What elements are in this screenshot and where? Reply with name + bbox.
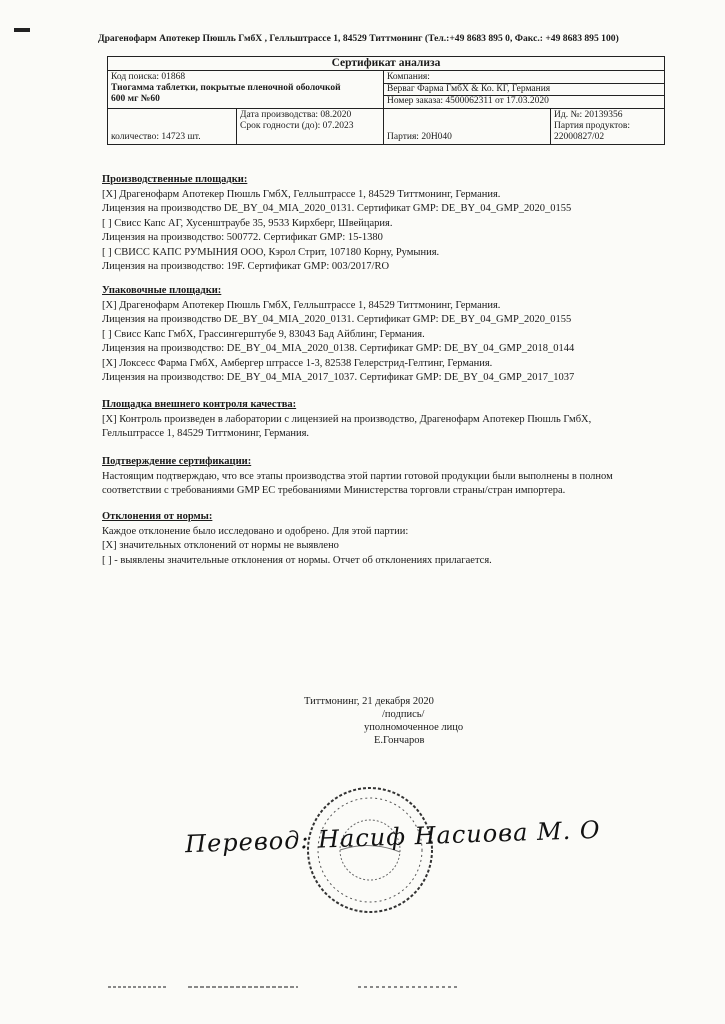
dates-cell: [237, 109, 384, 145]
scan-mark: [14, 28, 30, 32]
packaging-line: [X] Драгенофарм Апотекер Пюшль ГмбХ, Гелльштрассе 1, 84529 Титтмонинг, Германия.: [102, 299, 501, 311]
production-line: [X] Драгенофарм Апотекер Пюшль ГмбХ, Гелльштрассе 1, 84529 Титтмонинг, Германия.: [102, 188, 501, 200]
ids-cell: [551, 109, 665, 145]
production-date: Дата производства: 08.2020: [240, 110, 352, 120]
translator-signature: Перевод: Насиф Насиова М. О: [184, 815, 601, 859]
packaging-line: Лицензия на производство DE_BY_04_MIA_2020_0131. Сертификат GMP: DE_BY_04_GMP_2020_0155: [102, 314, 572, 325]
authorized-person: уполномоченное лицо: [364, 722, 464, 733]
page-footer-scan-noise: [108, 983, 478, 993]
batch: Партия: 20H040: [384, 109, 551, 145]
production-line: [ ] Свисс Капс АГ, Хусенштраубе 35, 9533 Кирхберг, Швейцария.: [102, 217, 393, 229]
packaging-line: Лицензия на производство: DE_BY_04_MIA_2017_1037. Сертификат GMP: DE_BY_04_GMP_2017_1037: [102, 372, 575, 383]
production-line: Лицензия на производство DE_BY_04_MIA_2020_0131. Сертификат GMP: DE_BY_04_GMP_2020_0155: [102, 203, 572, 214]
packaging-sites-heading: Упаковочные площадки:: [102, 285, 222, 296]
certification-line: соответствии с требованиями GMP ЕС требованиями Министерства торговли страны/стран импортера.: [102, 485, 566, 496]
production-sites-heading: Производственные площадки:: [102, 174, 248, 185]
signed-label: /подпись/: [382, 709, 425, 720]
packaging-line: [ ] Свисс Капс ГмбХ, Грассингерштубе 9, 83043 Бад Айблинг, Германия.: [102, 328, 425, 340]
deviations-section: [102, 510, 492, 568]
company-name: Верваг Фарма ГмбХ & Ко. КГ, Германия: [384, 83, 664, 95]
signer-name: Е.Гончаров: [374, 735, 425, 746]
packaging-line: Лицензия на производство: DE_BY_04_MIA_2020_0138. Сертификат GMP: DE_BY_04_GMP_2018_0144: [102, 343, 575, 354]
product-cell: [108, 71, 384, 109]
quantity: количество: 14723 шт.: [108, 109, 237, 145]
product-dose: 600 мг №60: [111, 94, 160, 104]
packaging-line: [X] Локсесс Фарма ГмбХ, Амбергер штрассе 1-3, 82538 Гелерстрид-Гелтинг, Германия.: [102, 357, 493, 369]
company-label: Компания:: [387, 72, 430, 82]
order-number: Номер заказа: 4500062311 от 17.03.2020: [384, 95, 664, 107]
quality-control-line: Гелльштрассе 1, 84529 Титтмонинг, Германия.: [102, 428, 310, 439]
search-code: Код поиска: 01868: [111, 72, 186, 82]
packaging-sites-section: [102, 284, 574, 386]
expiry-date: Срок годности (до): 07.2023: [240, 121, 354, 131]
id-number: Ид. №: 20139356: [554, 110, 623, 120]
product-batch: Партия продуктов: 22000827/02: [554, 121, 630, 142]
certification-section: [102, 455, 613, 499]
deviations-line: [X] значительных отклонений от нормы не выявлено: [102, 540, 339, 551]
production-sites-section: [102, 173, 571, 275]
production-line: Лицензия на производство: 19F. Сертификат GMP: 003/2017/RO: [102, 261, 390, 272]
production-line: Лицензия на производство: 500772. Сертификат GMP: 15-1380: [102, 232, 383, 243]
certification-heading: Подтверждение сертификации:: [102, 456, 252, 467]
production-line: [ ] СВИСС КАПС РУМЫНИЯ ООО, Кэрол Стрит, 107180 Корну, Румыния.: [102, 246, 440, 258]
quality-control-line: [X] Контроль произведен в лаборатории с лицензией на производство, Драгенофарм Апотекер Пюшль ГмбХ,: [102, 413, 592, 425]
certificate-title: Сертификат анализа: [108, 57, 665, 71]
deviations-line: Каждое отклонение было исследовано и одобрено. Для этой партии:: [102, 525, 409, 537]
certificate-table: [107, 56, 665, 145]
place-date: Титтмонинг, 21 декабря 2020: [304, 696, 434, 707]
deviations-line: [ ] - выявлены значительные отклонения от нормы. Отчет об отклонениях прилагается.: [102, 554, 492, 566]
product-name: Тиогамма таблетки, покрытые пленочной оболочкой: [111, 83, 341, 93]
certification-line: Настоящим подтверждаю, что все этапы производства этой партии готовой продукции были выполнены в полном: [102, 470, 613, 482]
signature-block: [304, 695, 463, 747]
letterhead: Драгенофарм Апотекер Пюшль ГмбХ , Гелльштрассе 1, 84529 Титтмонинг (Тел.:+49 8683 895 0, Факс.: +49 8683 895 100): [98, 33, 619, 44]
quality-control-heading: Площадка внешнего контроля качества:: [102, 399, 297, 410]
company-cell: [384, 71, 665, 109]
deviations-heading: Отклонения от нормы:: [102, 511, 213, 522]
quality-control-section: [102, 398, 591, 442]
